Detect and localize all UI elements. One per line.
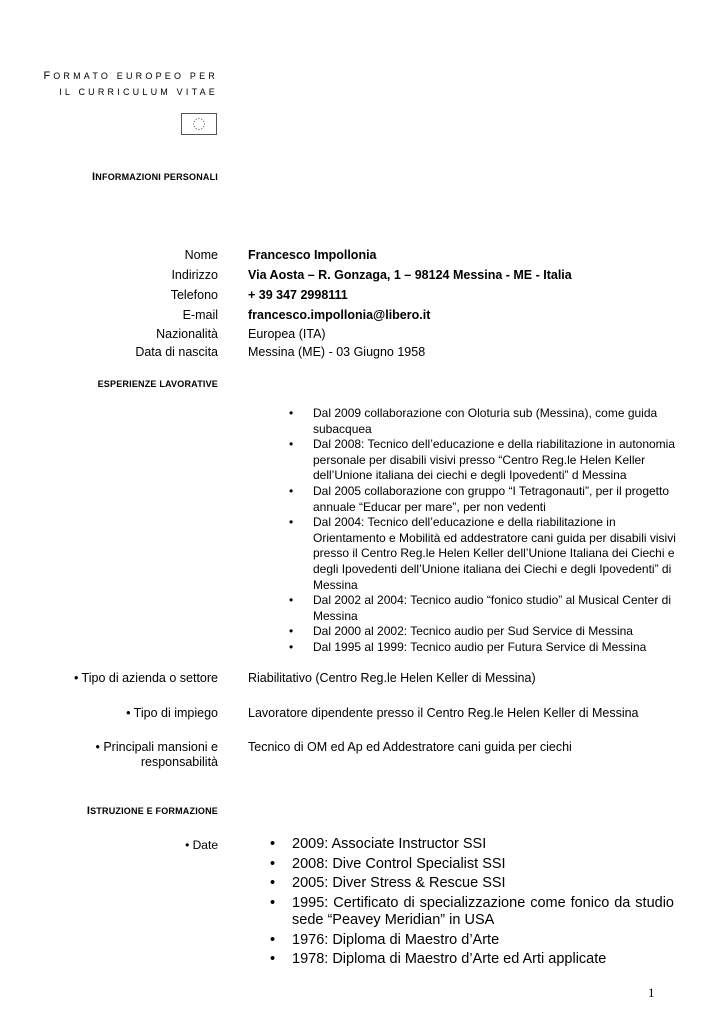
value-indirizzo: Via Aosta – R. Gonzaga, 1 – 98124 Messina - ME - Italia [248,268,572,282]
value-data-nascita: Messina (ME) - 03 Giugno 1958 [248,345,426,359]
page-number: 1 [648,985,655,1000]
value-nazionalita: Europea (ITA) [248,327,326,341]
label-mansioni-line-2: responsabilità [140,755,218,769]
value-tipo-impiego: Lavoratore dipendente presso il Centro Reg.le Helen Keller di Messina [248,706,639,720]
header-line-1: FORMATO EUROPEO PER [43,70,218,82]
label-mansioni-line-1: • Principali mansioni e [95,740,218,754]
list-item: • Dal 2002 al 2004: Tecnico audio “fonico studio” al Musical Center di Messina [289,593,679,624]
list-item: • 1978: Diploma di Maestro d’Arte ed Arti applicate [270,951,674,969]
value-nome: Francesco Impollonia [248,248,377,262]
value-telefono: + 39 347 2998111 [248,288,348,302]
list-item: • 1995: Certificato di specializzazione come fonico da studio sede “Peavey Meridian” in USA [270,895,674,930]
label-data-nascita: Data di nascita [135,345,218,359]
label-indirizzo: Indirizzo [171,268,218,282]
list-item: • Dal 2004: Tecnico dell’educazione e della riabilitazione in Orientamento e Mobilità ed addestratore cani guida per disabili visivi presso il Centro Reg.le Helen Keller dell’Unione Italiana dei Ciechi e degli Ipovedenti dell’Unione italiana dei Ciechi e degli Ipovedenti” di Messina [289,515,679,593]
experience-list [289,406,679,656]
eu-flag-icon [181,113,217,135]
list-item: • 1976: Diploma di Maestro d’Arte [270,932,674,950]
list-item: • Dal 2009 collaborazione con Oloturia sub (Messina), come guida subacquea [289,406,679,437]
label-tipo-impiego: • Tipo di impiego [126,706,218,720]
list-item: • 2009: Associate Instructor SSI [270,836,674,854]
label-tipo-azienda: • Tipo di azienda o settore [73,671,218,685]
label-email: E-mail [182,308,218,322]
value-mansioni: Tecnico di OM ed Ap ed Addestratore cani guida per ciechi [248,740,572,754]
value-tipo-azienda: Riabilitativo (Centro Reg.le Helen Keller di Messina) [248,671,536,685]
education-list [270,836,674,971]
document-header [43,68,218,100]
label-nome: Nome [184,248,218,262]
header-line-2: IL CURRICULUM VITAE [59,87,218,97]
label-date: • Date [185,838,218,852]
section-personal-info: INFORMAZIONI PERSONALI [92,171,218,183]
list-item: • Dal 2000 al 2002: Tecnico audio per Sud Service di Messina [289,624,679,640]
label-mansioni [96,740,219,770]
list-item: • Dal 2008: Tecnico dell’educazione e della riabilitazione in autonomia personale per disabili visivi presso “Centro Reg.le Helen Keller dell’Unione italiana dei ciechi e degli Ipovedenti” d Messina [289,437,679,484]
list-item: • 2005: Diver Stress & Rescue SSI [270,875,674,893]
list-item: • Dal 1995 al 1999: Tecnico audio per Futura Service di Messina [289,640,679,656]
value-email: francesco.impollonia@libero.it [248,308,431,322]
section-experience: ESPERIENZE LAVORATIVE [97,379,218,389]
list-item: • Dal 2005 collaborazione con gruppo “I Tetragonauti”, per il progetto annuale “Educar per mare”, per non vedenti [289,484,679,515]
label-telefono: Telefono [170,288,218,302]
label-nazionalita: Nazionalità [156,327,218,341]
list-item: • 2008: Dive Control Specialist SSI [270,856,674,874]
section-education: ISTRUZIONE E FORMAZIONE [86,805,218,817]
